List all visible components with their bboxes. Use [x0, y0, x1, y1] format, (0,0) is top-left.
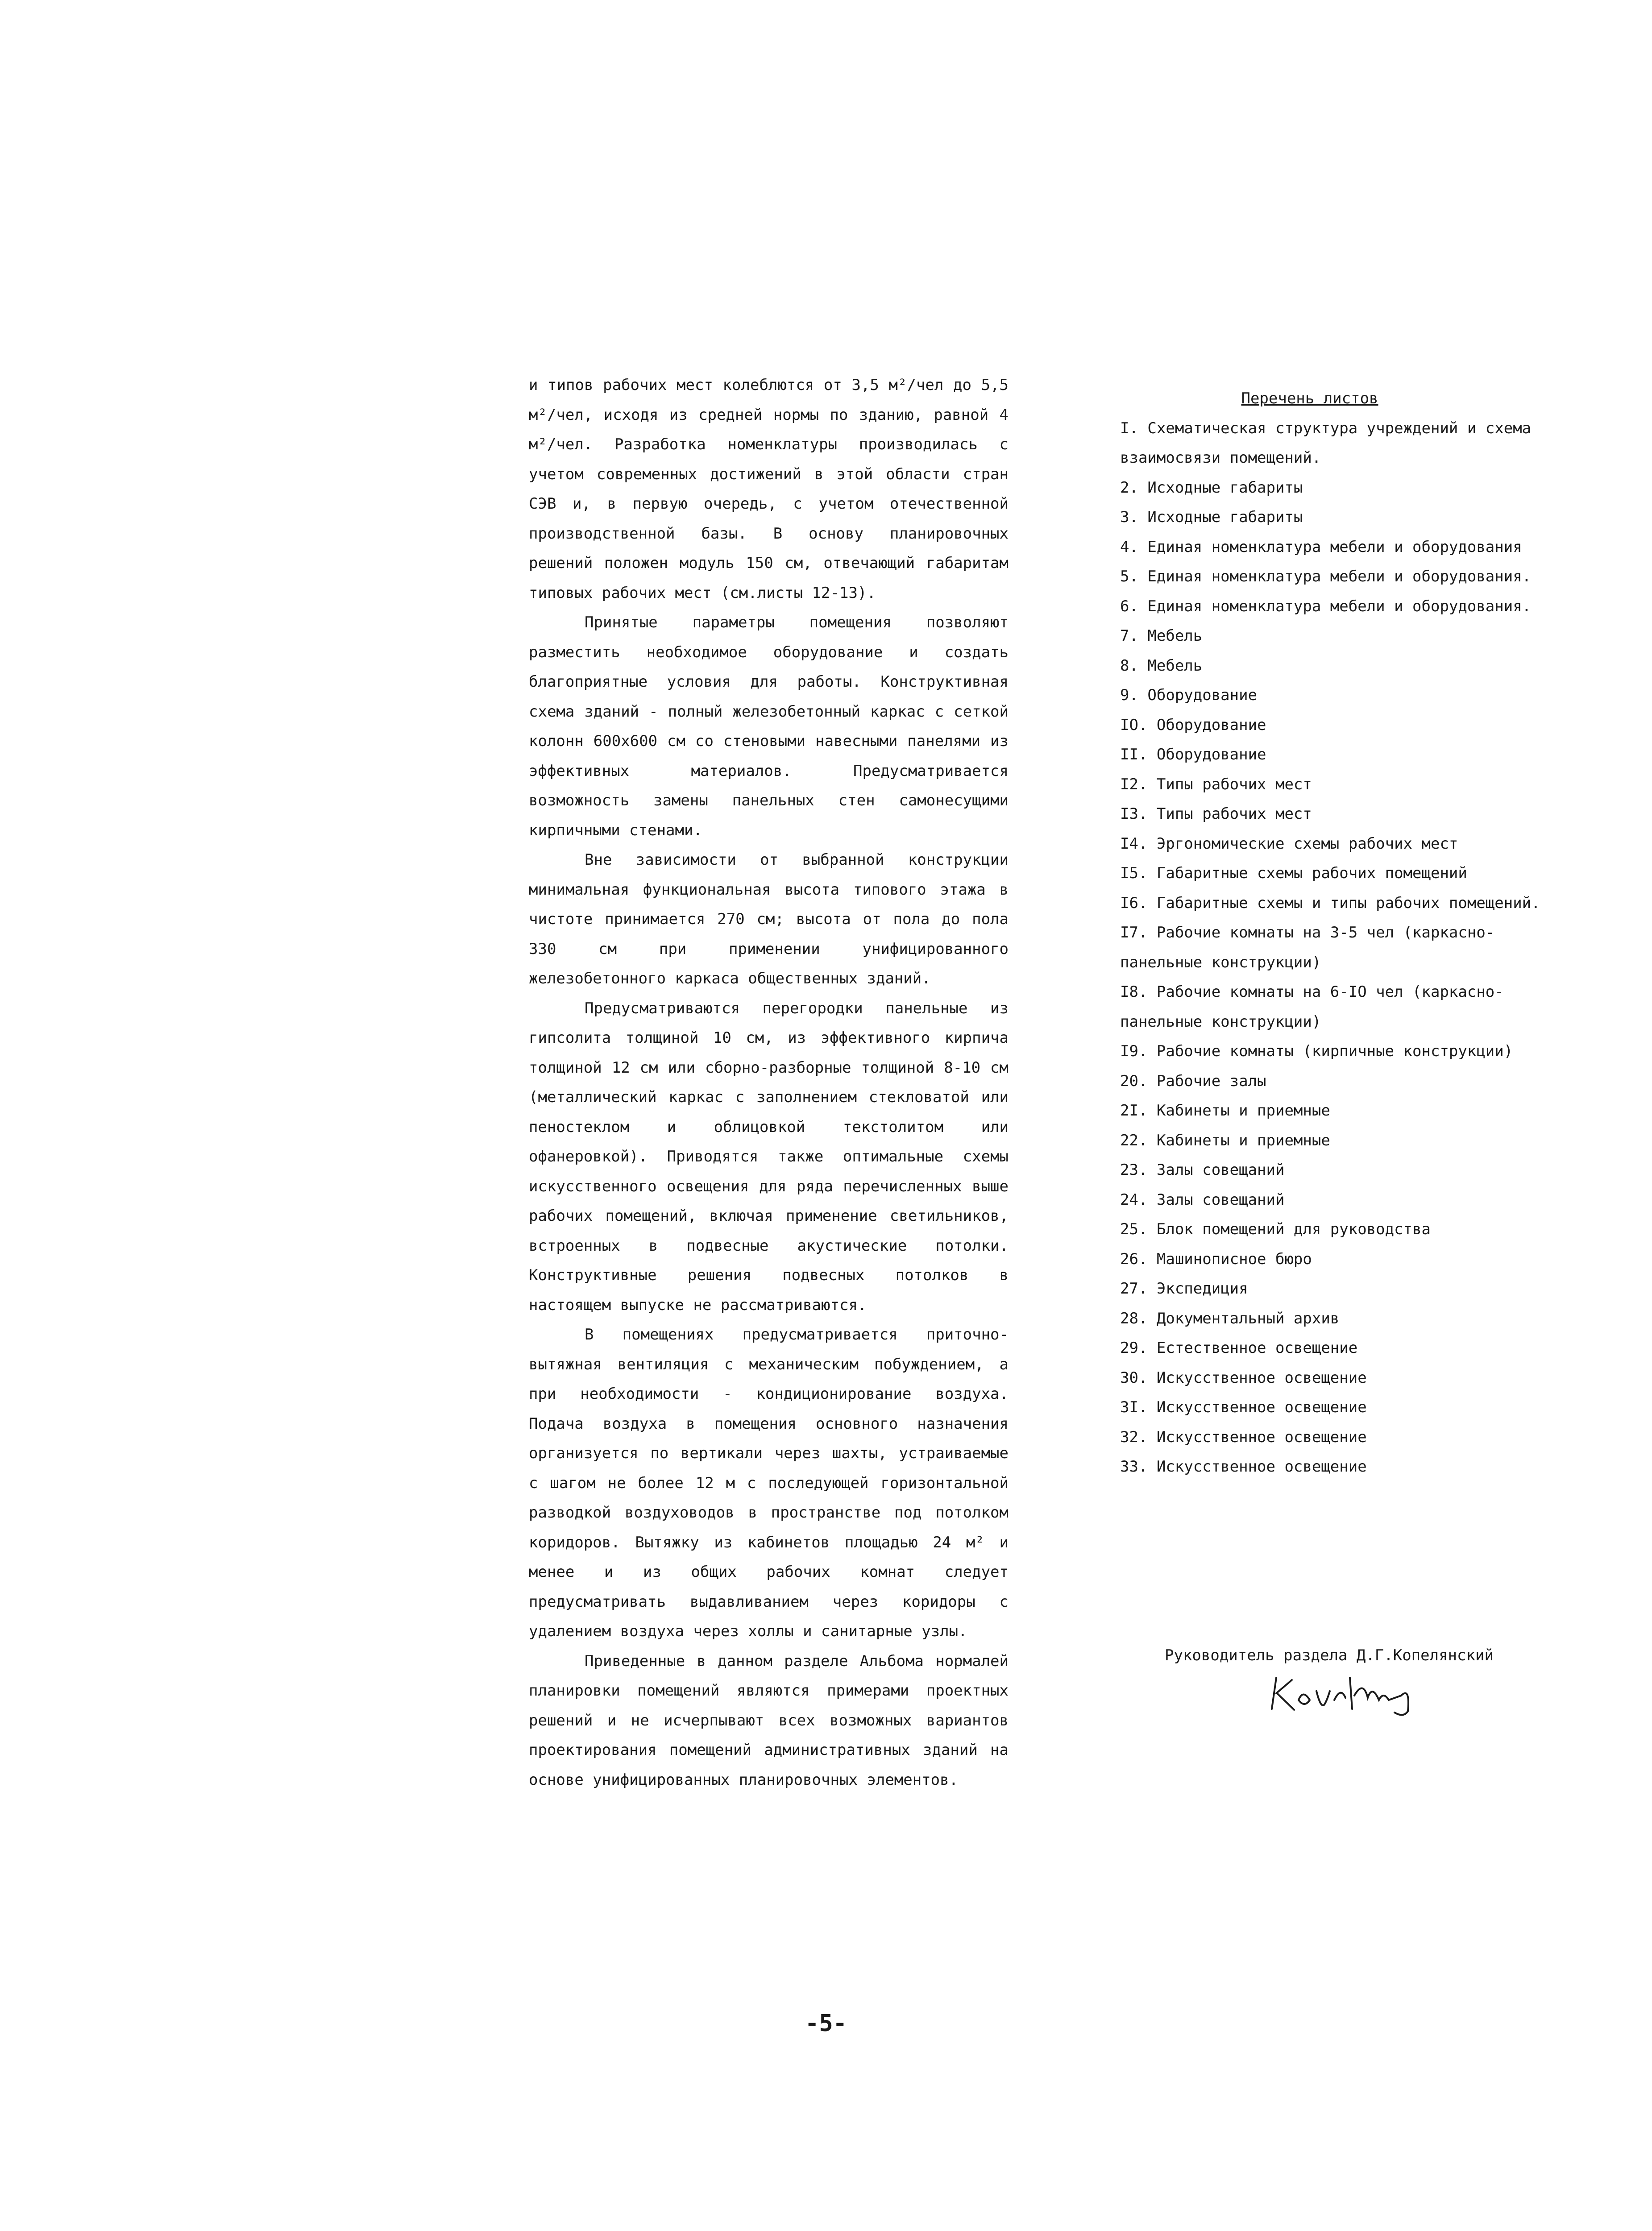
sheet-list-item: I2. Типы рабочих мест — [1120, 775, 1312, 793]
sheet-list-item: 2. Исходные габариты — [1120, 478, 1303, 497]
sheet-list — [1084, 384, 1557, 1482]
sheet-list-item: 27. Экспедиция — [1120, 1280, 1248, 1298]
sheet-list-item: I8. Рабочие комнаты на 6-IO чел (каркасно-панельные конструкции) — [1120, 983, 1504, 1031]
sheet-list-title: Перечень листов — [1241, 390, 1378, 407]
sheet-list-item: 28. Документальный архив — [1120, 1309, 1340, 1327]
sheet-list-item: 23. Залы совещаний — [1120, 1161, 1285, 1179]
sheet-list-item: 6. Единая номенклатура мебели и оборудования. — [1120, 597, 1532, 615]
body-paragraph-5: В помещениях предусматривается приточно-вытяжная вентиляция с механическим побуждением, а при необходимости - кондиционирование воздуха. Подача воздуха в помещения основного назначения организуется по вертикали через шахты, устраиваемые с шагом не более 12 м с последующей горизонтальной разводкой воздуховодов в пространстве под потолком коридоров. Вытяжку из кабинетов площадью 24 м² и менее и из общих рабочих комнат следует предусматривать выдавливанием через коридоры с удалением воздуха через холлы и санитарные узлы. — [529, 1326, 1009, 1640]
sheet-list-item: I3. Типы рабочих мест — [1120, 805, 1312, 823]
body-paragraph-1: и типов рабочих мест колеблются от 3,5 м²/чел до 5,5 м²/чел, исходя из средней нормы по зданию, равной 4 м²/чел. Разработка номенклатуры производилась с учетом современных достижений в этой области стран СЭВ и, в первую очередь, с учетом отечественной производственной базы. В основу планировочных решений положен модуль 150 см, отвечающий габаритам типовых рабочих мест (см.листы 12-13). — [529, 376, 1009, 602]
sheet-list-item: 29. Естественное освещение — [1120, 1339, 1358, 1357]
sheet-list-item: 2I. Кабинеты и приемные — [1120, 1102, 1330, 1120]
sheet-list-items — [1084, 414, 1557, 1482]
sheet-list-item: IO. Оборудование — [1120, 716, 1266, 734]
handwritten-signature — [1267, 1669, 1419, 1718]
body-paragraph-2: Принятые параметры помещения позволяют разместить необходимое оборудование и создать благоприятные условия для работы. Конструктивная схема зданий - полный железобетонный каркас с сеткой колонн 600х600 см со стеновыми навесными панелями из эффективных материалов. Предусматривается возможность замены панельных стен самонесущими кирпичными стенами. — [529, 614, 1009, 839]
sheet-list-item: I7. Рабочие комнаты на 3-5 чел (каркасно-панельные конструкции) — [1120, 924, 1495, 971]
body-paragraph-6: Приведенные в данном разделе Альбома нормалей планировки помещений являются примерами проектных решений и не исчерпывают всех возможных вариантов проектирования помещений административных зданий на основе унифицированных планировочных элементов. — [529, 1652, 1009, 1789]
page-number: -5- — [805, 2010, 847, 2037]
sheet-list-item: I6. Габаритные схемы и типы рабочих помещений. — [1120, 894, 1540, 912]
sheet-list-item: II. Оборудование — [1120, 746, 1266, 763]
sheet-list-item: 3I. Искусственное освещение — [1120, 1398, 1367, 1416]
body-paragraph-4: Предусматриваются перегородки панельные из гипсолита толщиной 10 см, из эффективного кирпича толщиной 12 см или сборно-разборные толщиной 8-10 см (металлический каркас с заполнением стекловатой или пеностеклом и облицовкой текстолитом или офанеровкой). Приводятся также оптимальные схемы искусственного освещения для ряда перечисленных выше рабочих помещений, включая применение светильников, встроенных в подвесные акустические потолки. Конструктивные решения подвесных потолков в настоящем выпуске не рассматриваются. — [529, 999, 1009, 1314]
sheet-list-item: 8. Мебель — [1120, 656, 1203, 675]
sheet-list-item: 24. Залы совещаний — [1120, 1190, 1285, 1209]
sheet-list-item: 4. Единая номенклатура мебели и оборудования — [1120, 538, 1522, 556]
sheet-list-item: I9. Рабочие комнаты (кирпичные конструкции) — [1120, 1042, 1513, 1060]
sheet-list-item: 9. Оборудование — [1120, 686, 1258, 704]
sheet-list-item: 7. Мебель — [1120, 627, 1203, 645]
sheet-list-item: 25. Блок помещений для руководства — [1120, 1220, 1431, 1238]
signature-line: Руководитель раздела Д.Г.Копелянский — [1165, 1646, 1494, 1664]
body-text-column — [529, 370, 1009, 1795]
sheet-list-item: I5. Габаритные схемы рабочих помещений — [1120, 864, 1467, 882]
sheet-list-item: I. Схематическая структура учреждений и схема взаимосвязи помещений. — [1120, 419, 1540, 467]
sheet-list-item: 3. Исходные габариты — [1120, 508, 1303, 526]
sheet-list-item: 5. Единая номенклатура мебели и оборудования. — [1120, 568, 1532, 585]
body-paragraph-3: Вне зависимости от выбранной конструкции минимальная функциональная высота типового этажа в чистоте принимается 270 см; высота от пола до пола 330 см при применении унифицированного железобетонного каркаса общественных зданий. — [529, 851, 1009, 987]
sheet-list-item: 32. Искусственное освещение — [1120, 1428, 1367, 1446]
sheet-list-item: 33. Искусственное освещение — [1120, 1458, 1367, 1476]
sheet-list-item: I4. Эргономические схемы рабочих мест — [1120, 834, 1458, 853]
sheet-list-item: 30. Искусственное освещение — [1120, 1368, 1367, 1387]
sheet-list-item: 20. Рабочие залы — [1120, 1072, 1266, 1090]
sheet-list-item: 26. Машинописное бюро — [1120, 1250, 1312, 1268]
sheet-list-item: 22. Кабинеты и приемные — [1120, 1131, 1330, 1149]
